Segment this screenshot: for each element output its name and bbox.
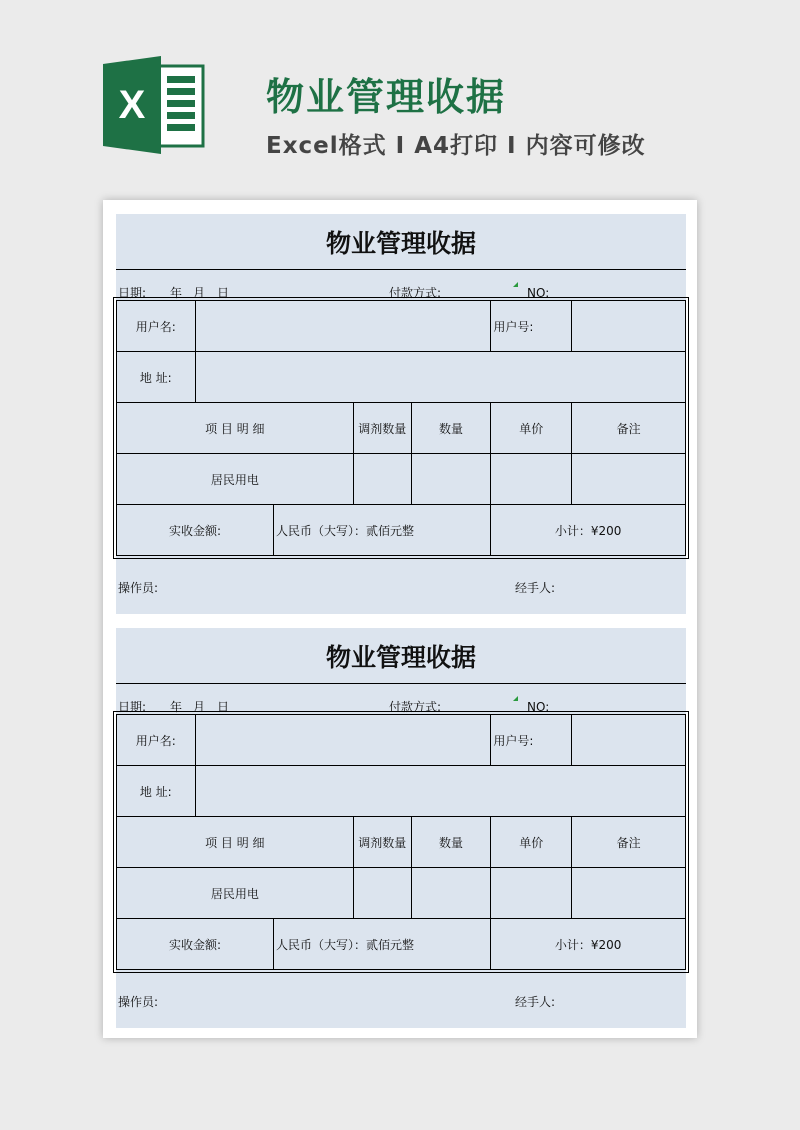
user-name-label: 用户名: [117,301,196,352]
note-cell[interactable] [572,868,686,919]
received-amount-label: 实收金额: [117,505,274,556]
date-label: 日期: [118,700,147,714]
qty-cell[interactable] [411,868,491,919]
handler-label: 经手人: [515,581,556,595]
page-subtitle: Excel格式 I A4打印 I 内容可修改 [266,133,646,159]
item-name: 居民用电 [117,454,354,505]
col-item-detail: 项 目 明 细 [117,817,354,868]
date-day: 日 [217,700,230,714]
amount-in-words: 人民币（大写）：贰佰元整 [274,919,491,970]
date-label: 日期: [118,286,147,300]
date-year: 年 [170,700,183,714]
table-row [117,817,686,868]
adjusted-qty-cell[interactable] [353,454,411,505]
receipt-no-label: NO: [527,286,550,300]
col-note: 备注 [572,817,686,868]
payment-method-label: 付款方式: [389,286,442,300]
receipt-table [116,300,686,556]
unit-price-cell[interactable] [491,868,572,919]
title-underline [116,683,686,684]
unit-price-cell[interactable] [491,454,572,505]
table-row [117,919,686,970]
operator-label: 操作员: [118,995,159,1009]
user-no-field[interactable] [572,715,686,766]
user-no-label: 用户号: [491,301,572,352]
col-adjusted-qty: 调剂数量 [353,817,411,868]
table-row [117,352,686,403]
adjusted-qty-cell[interactable] [353,868,411,919]
date-year: 年 [170,286,183,300]
address-field[interactable] [195,352,685,403]
operator-label: 操作员: [118,581,159,595]
page-title: 物业管理收据 [266,75,507,119]
address-label: 地 址: [117,352,196,403]
col-unit-price: 单价 [491,817,572,868]
user-name-field[interactable] [195,715,491,766]
note-cell[interactable] [572,454,686,505]
date-month: 月 [193,700,206,714]
paper-sheet [103,200,697,1038]
address-field[interactable] [195,766,685,817]
payment-method-label: 付款方式: [389,700,442,714]
excel-logo-icon [103,56,205,154]
subtotal: 小计：¥200 [491,919,686,970]
table-row [117,868,686,919]
col-item-detail: 项 目 明 细 [117,403,354,454]
receipt-title: 物业管理收据 [325,643,476,672]
receipt-title: 物业管理收据 [325,229,476,258]
table-row [117,766,686,817]
logo-letter: X [118,83,146,127]
handler-label: 经手人: [515,995,556,1009]
col-adjusted-qty: 调剂数量 [353,403,411,454]
subtotal: 小计：¥200 [491,505,686,556]
table-row [117,454,686,505]
receipt [116,214,686,614]
user-name-field[interactable] [195,301,491,352]
col-note: 备注 [572,403,686,454]
date-month: 月 [193,286,206,300]
user-no-label: 用户号: [491,715,572,766]
address-label: 地 址: [117,766,196,817]
receipt-table [116,714,686,970]
table-row [117,505,686,556]
user-no-field[interactable] [572,301,686,352]
table-row [117,403,686,454]
receipt-no-label: NO: [527,700,550,714]
col-qty: 数量 [411,817,491,868]
table-row [117,301,686,352]
title-underline [116,269,686,270]
col-unit-price: 单价 [491,403,572,454]
amount-in-words: 人民币（大写）：贰佰元整 [274,505,491,556]
qty-cell[interactable] [411,454,491,505]
receipt [116,628,686,1028]
cell-comment-marker-icon [513,282,518,287]
cell-comment-marker-icon [513,696,518,701]
col-qty: 数量 [411,403,491,454]
table-row [117,715,686,766]
date-day: 日 [217,286,230,300]
user-name-label: 用户名: [117,715,196,766]
received-amount-label: 实收金额: [117,919,274,970]
item-name: 居民用电 [117,868,354,919]
